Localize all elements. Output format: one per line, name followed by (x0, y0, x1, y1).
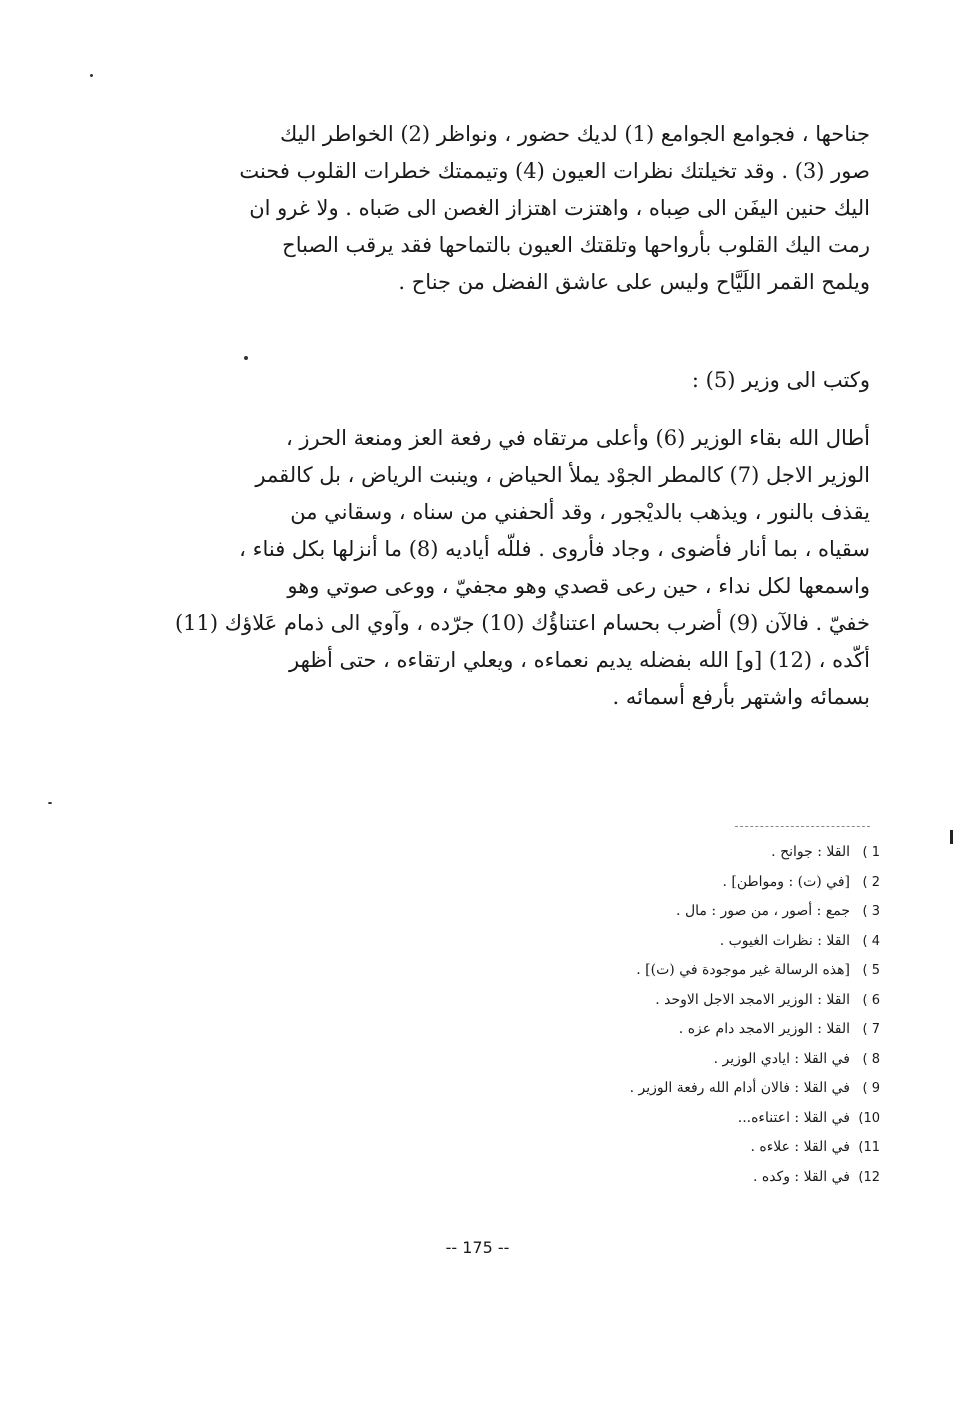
footnote-item (470, 956, 880, 986)
text-line: رمت اليك القلوب بأرواحها وتلقتك العيون بالتماحها فقد يرقب الصباح (282, 233, 870, 257)
paragraph-2 (174, 420, 870, 716)
footnote-item (470, 1074, 880, 1104)
footnote-item (470, 986, 880, 1016)
text-line: سقياه ، بما أنار فأضوى ، وجاد فأروى . فللّه أياديه (8) ما أنزلها بكل فناء ، (239, 537, 870, 561)
text-line: خفيّ . فالآن (9) أضرب بحسام اعتناؤُك (10) جرّده ، وآوي الى ذمام عَلاؤك (11) (174, 611, 870, 635)
footnote-item (470, 868, 880, 898)
footnote-number: 3 ) (862, 904, 880, 919)
footnote-text: القلا : الوزير الامجد دام عزه . (678, 1021, 850, 1037)
scan-speck (90, 74, 93, 77)
footnote-text: في القلا : ايادي الوزير . (713, 1050, 850, 1067)
footnote-text: القلا : الوزير الامجد الاجل الاوحد . (655, 991, 850, 1008)
footnote-number: 10) (858, 1110, 880, 1126)
footnote-item (470, 1045, 880, 1075)
footnote-text: [في (ت) : ومواطن] . (722, 873, 850, 890)
footnote-text: جمع : أصور ، من صور : مال . (676, 903, 850, 919)
footnote-item (470, 838, 880, 868)
text-line: صور (3) . وقد تخيلتك نظرات العيون (4) وتيممتك خطرات القلوب فحنت (239, 159, 870, 183)
footnote-text: في القلا : فالان أدام الله رفعة الوزير . (629, 1080, 850, 1096)
footnotes-list (470, 838, 880, 1192)
text-line: الوزير الاجل (7) كالمطر الجوْد يملأ الحياض ، وينبت الرياض ، بل كالقمر (255, 463, 870, 487)
text-line: يقذف بالنور ، ويذهب بالديْجور ، وقد ألحفني من سناه ، وسقاني من (290, 500, 870, 524)
footnote-item (470, 1163, 880, 1193)
paragraph-1 (185, 116, 870, 301)
footnote-item (470, 1104, 880, 1134)
footnote-text: [هذه الرسالة غير موجودة في (ت)] . (636, 962, 850, 978)
text-line: أكّده ، (12) [و] الله بفضله يديم نعماءه ، ويعلي ارتقاءه ، حتى أظهر (289, 648, 870, 672)
footnote-item (470, 1015, 880, 1045)
footnote-text: القلا : نظرات الغيوب . (719, 932, 850, 949)
text-line: جناحها ، فجوامع الجوامع (1) لديك حضور ، ونواظر (2) الخواطر اليك (279, 122, 870, 146)
footnote-number: 11) (858, 1140, 880, 1155)
footnote-item (470, 897, 880, 927)
text-line: أطال الله بقاء الوزير (6) وأعلى مرتقاه في رفعة العز ومنعة الحرز ، (285, 426, 870, 450)
footnote-separator (735, 826, 870, 827)
scan-edge-mark (950, 830, 953, 844)
footnote-number: 5 ) (862, 963, 880, 978)
text-line: ويلمح القمر اللَيَّاح وليس على عاشق الفضل من جناح . (398, 270, 870, 294)
footnote-number: 2 ) (862, 874, 880, 890)
footnote-number: 7 ) (862, 1022, 880, 1037)
scan-speck (48, 802, 52, 804)
scan-speck (244, 356, 248, 360)
page-number: -- 175 -- (445, 1238, 510, 1257)
footnote-number: 6 ) (862, 992, 880, 1008)
text-line: اليك حنين اليفَن الى صِباه ، واهتزت اهتزاز الغصن الى صَباه . ولا غرو ان (249, 196, 870, 220)
footnote-number: 1 ) (862, 845, 880, 860)
footnote-item (470, 927, 880, 957)
footnote-number: 12) (858, 1169, 880, 1185)
footnote-text: في القلا : اعتناءه... (737, 1109, 850, 1126)
footnote-number: 9 ) (862, 1081, 880, 1096)
footnote-text: في القلا : وكده . (752, 1168, 850, 1185)
footnote-text: في القلا : علاءه . (750, 1139, 850, 1155)
footnote-item (470, 1133, 880, 1163)
footnote-number: 8 ) (862, 1051, 880, 1067)
text-line: بسمائه واشتهر بأرفع أسمائه . (612, 685, 870, 709)
letter-heading: وكتب الى وزير (5) : (691, 368, 870, 392)
footnote-number: 4 ) (862, 933, 880, 949)
footnote-text: القلا : جوانح . (771, 844, 850, 860)
text-line: واسمعها لكل نداء ، حين رعى قصدي وهو مجفيّ ، ووعى صوتي وهو (287, 574, 870, 598)
